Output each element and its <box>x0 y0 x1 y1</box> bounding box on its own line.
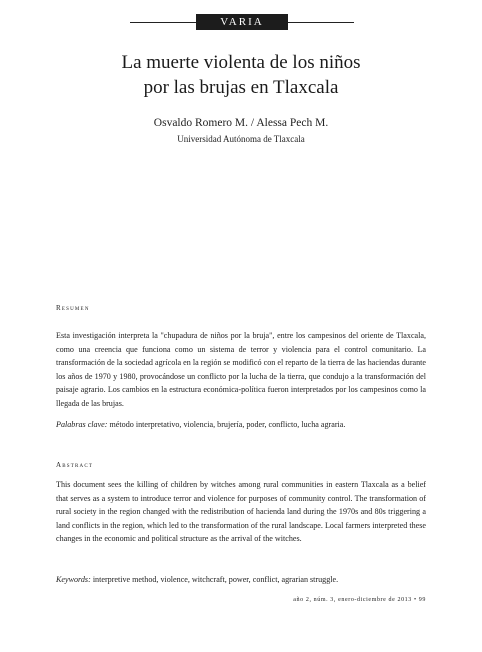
page-footer: año 2, núm. 3, enero-diciembre de 2013 • 99 <box>293 597 426 603</box>
abstract-section <box>56 478 426 546</box>
abstract-body: This document sees the killing of children by witches among rural communities in eastern Tlaxcala as a belief that serves as a system to introduce terror and violence for purposes of community control. The transformation of rural society in the region changed with the redistribution of hacienda land during the 1970s and 80s triggering a land conflicts in the region, which led to the transformation of the rural landscape. Local farmers interpreted these changes in the economic and political structure as the arrival of the witches. <box>56 480 426 543</box>
article-title <box>40 50 442 100</box>
resumen-keywords-text: método interpretativo, violencia, brujería, poder, conflicto, lucha agraria. <box>109 420 346 429</box>
resumen-body: Esta investigación interpreta la "chupadura de niños por la bruja", entre los campesinos del oriente de Tlaxcala, como una creencia que funciona como un sistema de terror y violencia para el control comunitario. La transformación de la sociedad agrícola en la región se modificó con el reparto de la tierra de las haciendas durante los años de 1970 y 1980, provocándose un conflicto por la lucha de la tierra, que condujo a la transformación del paisaje agrario. Los cambios en la estructura económica-política fueron interpretados por los campesinos como la llegada de las brujas. <box>56 331 426 408</box>
abstract-keywords-text: interpretive method, violence, witchcraft, power, conflict, agrarian struggle. <box>92 575 339 584</box>
resumen-heading: Resumen <box>56 304 90 312</box>
title-line-2: por las brujas en Tlaxcala <box>143 77 339 98</box>
resumen-keywords <box>56 418 426 431</box>
abstract-heading-block <box>56 461 426 469</box>
abstract-keywords <box>56 573 426 586</box>
abstract-heading: Abstract <box>56 461 94 469</box>
resumen-section <box>56 329 426 410</box>
header-rule-left <box>130 22 196 23</box>
title-line-1: La muerte violenta de los niños <box>121 52 361 73</box>
affiliation: Universidad Autónoma de Tlaxcala <box>177 134 305 144</box>
section-header <box>130 14 354 30</box>
resumen-keywords-label: Palabras clave: <box>56 420 108 429</box>
header-rule-right <box>288 22 354 23</box>
resumen-keywords-block <box>56 418 426 431</box>
abstract-keywords-label: Keywords: <box>56 575 91 584</box>
abstract-keywords-block <box>56 573 426 586</box>
authors: Osvaldo Romero M. / Alessa Pech M. <box>153 117 329 129</box>
resumen-heading-block <box>56 304 426 312</box>
section-tag: VARIA <box>196 14 288 30</box>
